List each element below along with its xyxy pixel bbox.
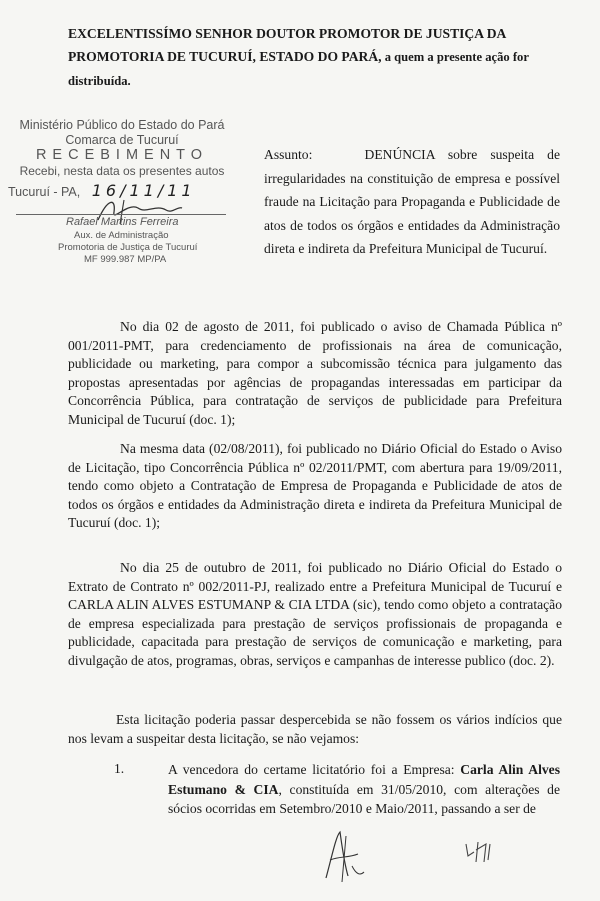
paragraph-4: Esta licitação poderia passar despercebida se não fossem os vários indícios que nos levam a suspeitar desta licitação, se não vejamos: bbox=[68, 712, 562, 746]
stamp-name: Rafael Martins Ferreira bbox=[66, 216, 179, 228]
stamp-signature-line bbox=[16, 214, 226, 215]
item-1-company: Carla Alin Alves Estumano & CIA bbox=[168, 762, 560, 797]
addressee-line2-tail: a quem a presente ação for bbox=[381, 50, 529, 64]
receipt-stamp bbox=[6, 118, 238, 288]
paragraph-2: Na mesma data (02/08/2011), foi publicado no Diário Oficial do Estado o Aviso de Licitação, tipo Concorrência Pública nº 02/2011/PMT, com abertura para 19/09/2011, tendo como objeto a Contratação de Empresa de Propaganda e Publicidade de atos de todos os órgãos e entidades da Administração direta e indireta da Prefeitura Municipal de Tucuruí (doc. 1); bbox=[68, 441, 562, 530]
paragraph-1: No dia 02 de agosto de 2011, foi publicado o aviso de Chamada Pública nº 001/2011-PMT, para credenciamento de profissionais na área de comunicação, publicidade ou marketing, para compor a subcomissão técnica para julgamento das propostas apresentadas por agências de propagandas interessadas em participar da Concorrência Pública, para contratação de serviços de publicidade para Prefeitura Municipal de Tucuruí (doc. 1); bbox=[68, 319, 562, 427]
stamp-unit: Promotoria de Justiça de Tucuruí bbox=[58, 242, 198, 253]
initials-signature-icon bbox=[318, 826, 368, 886]
stamp-date-value: 16/11/11 bbox=[91, 181, 196, 200]
item-1-number: 1. bbox=[114, 761, 125, 776]
addressee-line2: PROMOTORIA DE TUCURUÍ, ESTADO DO PARÁ, bbox=[68, 49, 382, 64]
stamp-date-label: Tucuruí - PA, bbox=[8, 185, 81, 199]
stamp-id: MF 999.987 MP/PA bbox=[84, 254, 167, 265]
stamp-office: Comarca de Tucuruí bbox=[65, 133, 179, 147]
item-1-text bbox=[168, 760, 560, 819]
item-1-pre: A vencedora do certame licitatório foi a Empresa: bbox=[168, 762, 461, 777]
addressee-line3: distribuída. bbox=[68, 74, 131, 88]
subject-text: sobre suspeita de irregularidades na constituição de empresa e possível fraude na Licitação para Propaganda e Publicidade de atos de todos os órgãos e entidades da Administração direta e indireta da Prefeitura Municipal de Tucuruí. bbox=[264, 147, 561, 256]
addressee-line1: EXCELENTISSÍMO SENHOR DOUTOR PROMOTOR DE JUSTIÇA DA bbox=[68, 26, 507, 41]
stamp-title: RECEBIMENTO bbox=[35, 147, 209, 163]
item-1-post: , constituída em 31/05/2010, com alterações de sócios ocorridas em Setembro/2010 e Maio/2011, passando a ser de bbox=[168, 781, 561, 816]
addressee-header bbox=[68, 22, 564, 93]
subject-block bbox=[264, 143, 560, 261]
subject-title: DENÚNCIA bbox=[364, 147, 435, 162]
stamp-org: Ministério Público do Estado do Pará bbox=[19, 118, 225, 132]
paragraph-3: No dia 25 de outubro de 2011, foi publicado no Diário Oficial do Estado o Extrato de Contrato nº 002/2011-PJ, realizado entre a Prefeitura Municipal de Tucuruí e CARLA ALIN ALVES ESTUMANP & CIA LTDA (sic), tendo como objeto a contratação de empresa especializada para prestação de serviços profissionais de propaganda e publicidade, capacitada para prestação de serviços de comunicação e marketing, para divulgação de atos, programas, obras, serviços e campanhas de interesse publico (doc. 2). bbox=[68, 560, 562, 668]
stamp-note: Recebi, nesta data os presentes autos bbox=[19, 164, 225, 178]
initials-mark-icon bbox=[462, 838, 502, 866]
stamp-role: Aux. de Administração bbox=[74, 230, 169, 241]
subject-label: Assunto: bbox=[264, 147, 313, 162]
